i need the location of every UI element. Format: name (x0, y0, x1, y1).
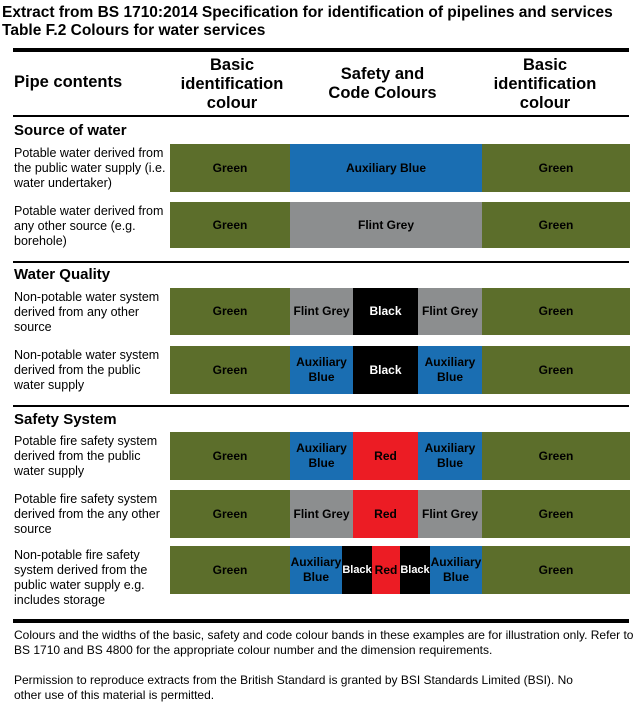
row6-flint-grey-band-1: Flint Grey (290, 490, 353, 538)
row6-left-green-band: Green (170, 490, 290, 538)
row7-auxiliary-blue-band-1: Auxiliary Blue (290, 546, 342, 594)
row7-left-green-band: Green (170, 546, 290, 594)
row5-left-green-band: Green (170, 432, 290, 480)
section-safety-system: Safety System (14, 411, 117, 428)
row7-red-band: Red (372, 546, 400, 594)
row5-auxiliary-blue-band-1: Auxiliary Blue (290, 432, 353, 480)
section-rule-2 (13, 405, 629, 407)
header-rule (13, 115, 629, 117)
header-pipe-contents: Pipe contents (14, 73, 123, 91)
row6-red-band: Red (353, 490, 418, 538)
row7-black-band-1: Black (342, 546, 372, 594)
section-source-of-water: Source of water (14, 122, 127, 139)
row4-left-green-band: Green (170, 346, 290, 394)
row1-left-green-band: Green (170, 144, 290, 192)
row3-description: Non-potable water system derived from any other source (14, 290, 160, 334)
row5-description: Potable fire safety system derived from the public water supply (14, 434, 158, 478)
row1-description: Potable water derived from the public water supply (i.e. water undertaker) (14, 146, 166, 190)
header-safety-code: Safety and Code Colours (328, 65, 437, 102)
row5-red-band: Red (353, 432, 418, 480)
row2-left-green-band: Green (170, 202, 290, 248)
bottom-rule (13, 619, 629, 623)
row3-black-band: Black (353, 288, 418, 335)
row6-description: Potable fire safety system derived from the any other source (14, 492, 160, 536)
row6-flint-grey-band-2: Flint Grey (418, 490, 482, 538)
row4-right-green-band: Green (482, 346, 630, 394)
table-title: Table F.2 Colours for water services (2, 22, 266, 39)
footer-note-permission: Permission to reproduce extracts from the British Standard is granted by BSI Standards Limited (BSI). No other use of this material is permitted. (14, 673, 573, 702)
top-rule (13, 48, 629, 52)
row2-right-green-band: Green (482, 202, 630, 248)
row5-right-green-band: Green (482, 432, 630, 480)
row7-auxiliary-blue-band-2: Auxiliary Blue (430, 546, 482, 594)
row1-auxiliary-blue-band: Auxiliary Blue (290, 144, 482, 192)
row6-right-green-band: Green (482, 490, 630, 538)
row4-description: Non-potable water system derived from the public water supply (14, 348, 160, 392)
row1-right-green-band: Green (482, 144, 630, 192)
row4-black-band: Black (353, 346, 418, 394)
row5-auxiliary-blue-band-2: Auxiliary Blue (418, 432, 482, 480)
section-rule-1 (13, 261, 629, 263)
row4-auxiliary-blue-band-2: Auxiliary Blue (418, 346, 482, 394)
section-water-quality: Water Quality (14, 266, 111, 283)
row3-flint-grey-band-1: Flint Grey (290, 288, 353, 335)
header-basic-right: Basic identification colour (493, 56, 597, 112)
row7-right-green-band: Green (482, 546, 630, 594)
row2-flint-grey-band: Flint Grey (290, 202, 482, 248)
document-title: Extract from BS 1710:2014 Specification for identification of pipelines and services (2, 4, 613, 21)
row2-description: Potable water derived from any other source (e.g. borehole) (14, 204, 164, 248)
row3-right-green-band: Green (482, 288, 630, 335)
row4-auxiliary-blue-band-1: Auxiliary Blue (290, 346, 353, 394)
row3-left-green-band: Green (170, 288, 290, 335)
row7-black-band-2: Black (400, 546, 430, 594)
row3-flint-grey-band-2: Flint Grey (418, 288, 482, 335)
footer-note-colours: Colours and the widths of the basic, safety and code colour bands in these examples are for illustration only. Refer to BS 1710 and BS 4800 for the appropriate colour number and the dimension requirements. (14, 628, 634, 657)
row7-description: Non-potable fire safety system derived from the public water supply e.g. includes storage (14, 548, 148, 607)
header-basic-left: Basic identification colour (180, 56, 284, 112)
